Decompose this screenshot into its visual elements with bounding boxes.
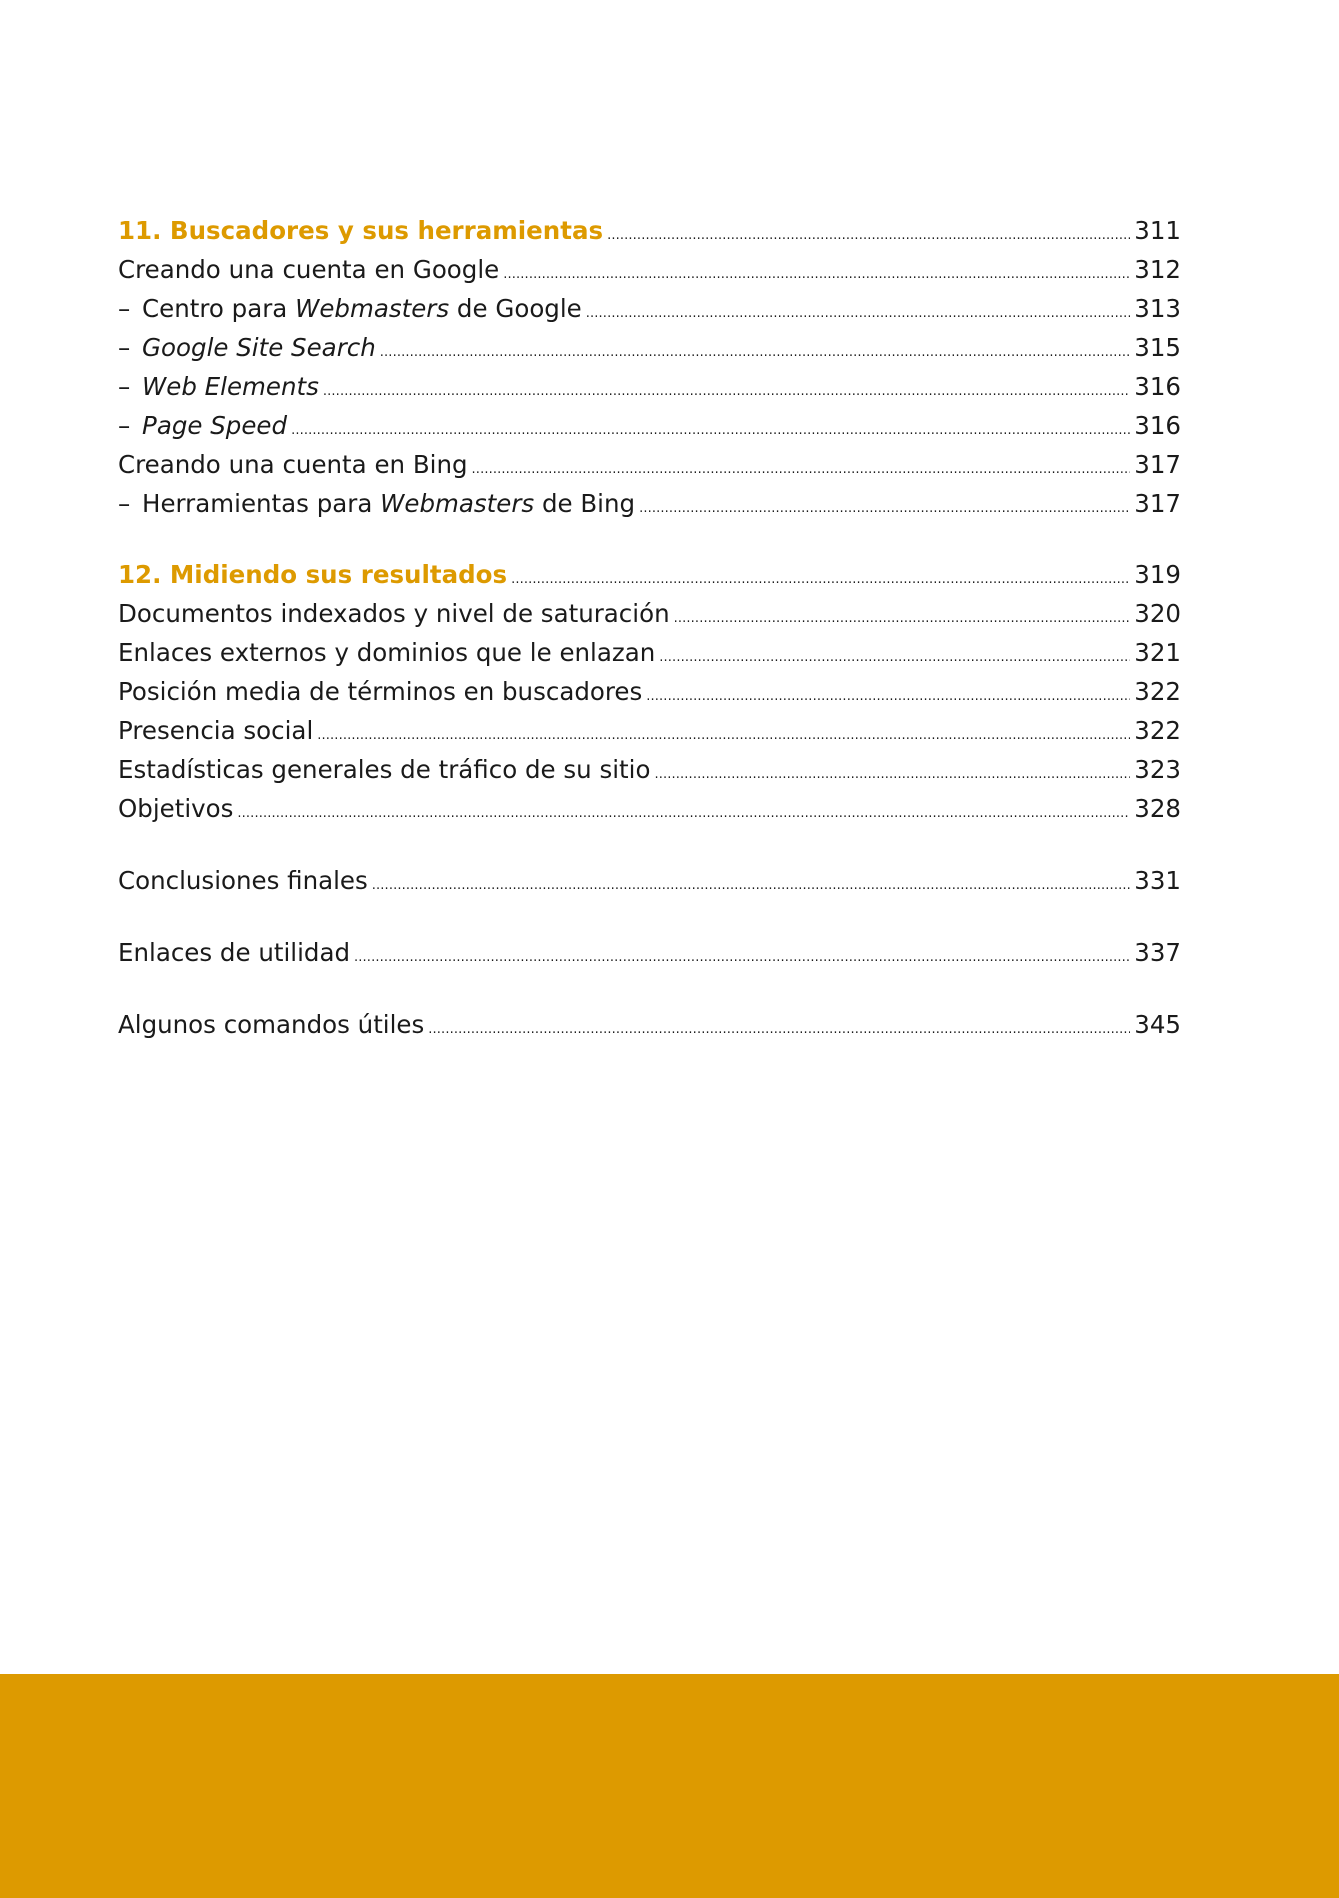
- entry-title: Objetivos: [118, 794, 234, 823]
- table-of-contents: [118, 211, 1181, 1044]
- dot-leader: [354, 938, 1130, 977]
- entry-text-pre: Herramientas para: [142, 489, 381, 518]
- entry-title: [118, 406, 287, 445]
- toc-entry-comandos[interactable]: [118, 1005, 1181, 1044]
- page-number: 311: [1134, 216, 1181, 245]
- page-number: 316: [1134, 372, 1181, 401]
- entry-title: Creando una cuenta en Google: [118, 255, 500, 284]
- toc-entry[interactable]: [118, 289, 1181, 328]
- entry-title: Conclusiones finales: [118, 866, 368, 895]
- chapter-title: 11. Buscadores y sus herramientas: [118, 216, 604, 245]
- toc-entry[interactable]: [118, 594, 1181, 633]
- toc-entry[interactable]: [118, 711, 1181, 750]
- entry-text-em: Webmasters: [380, 489, 535, 518]
- page-number: 337: [1134, 938, 1181, 967]
- toc-entry[interactable]: [118, 633, 1181, 672]
- footer-color-band: [0, 1674, 1339, 1898]
- dot-leader: [428, 1010, 1130, 1049]
- page-number: 317: [1134, 450, 1181, 479]
- entry-title: Enlaces de utilidad: [118, 938, 351, 967]
- page-number: 312: [1134, 255, 1181, 284]
- entry-title: Documentos indexados y nivel de saturación: [118, 599, 670, 628]
- dot-leader: [237, 794, 1130, 833]
- page-number: 316: [1134, 411, 1181, 440]
- entry-text-em: Webmasters: [295, 294, 450, 323]
- entry-dash: –: [118, 411, 131, 440]
- chapter-title: 12. Midiendo sus resultados: [118, 560, 508, 589]
- toc-entry[interactable]: [118, 484, 1181, 523]
- page-number: 323: [1134, 755, 1181, 784]
- dot-leader: [607, 216, 1130, 255]
- dot-leader: [646, 677, 1130, 716]
- page-number: 331: [1134, 866, 1181, 895]
- entry-text-em: Google Site Search: [142, 333, 376, 362]
- dot-leader: [654, 755, 1130, 794]
- entry-title: Algunos comandos útiles: [118, 1010, 425, 1039]
- dot-leader: [323, 372, 1130, 411]
- page-number: 317: [1134, 489, 1181, 518]
- entry-title: Posición media de términos en buscadores: [118, 677, 643, 706]
- toc-entry[interactable]: [118, 328, 1181, 367]
- entry-text-post: de Bing: [534, 489, 636, 518]
- entry-title: Presencia social: [118, 716, 314, 745]
- entry-dash: –: [118, 333, 131, 362]
- entry-text-post: de Google: [449, 294, 582, 323]
- dot-leader: [639, 489, 1130, 528]
- toc-entry[interactable]: [118, 789, 1181, 828]
- toc-entry[interactable]: [118, 406, 1181, 445]
- dot-leader: [674, 599, 1131, 638]
- entry-text-em: Web Elements: [142, 372, 319, 401]
- dot-leader: [659, 638, 1130, 677]
- toc-entry[interactable]: [118, 750, 1181, 789]
- entry-title: [118, 367, 319, 406]
- page-number: 321: [1134, 638, 1181, 667]
- toc-entry[interactable]: [118, 672, 1181, 711]
- entry-title: Enlaces externos y dominios que le enlazan: [118, 638, 656, 667]
- entry-dash: –: [118, 489, 131, 518]
- toc-entry[interactable]: [118, 250, 1181, 289]
- toc-entry-enlaces[interactable]: [118, 933, 1181, 972]
- dot-leader: [586, 294, 1130, 333]
- page-number: 319: [1134, 560, 1181, 589]
- entry-text-pre: Centro para: [142, 294, 296, 323]
- page-number: 315: [1134, 333, 1181, 362]
- toc-entry[interactable]: [118, 445, 1181, 484]
- entry-title: Estadísticas generales de tráfico de su sitio: [118, 755, 651, 784]
- entry-title: [118, 484, 635, 523]
- entry-dash: –: [118, 372, 131, 401]
- toc-chapter-11[interactable]: [118, 211, 1181, 250]
- page-number: 322: [1134, 677, 1181, 706]
- dot-leader: [372, 866, 1130, 905]
- entry-title: [118, 289, 582, 328]
- entry-title: Creando una cuenta en Bing: [118, 450, 468, 479]
- dot-leader: [503, 255, 1130, 294]
- toc-entry[interactable]: [118, 367, 1181, 406]
- page-number: 320: [1134, 599, 1181, 628]
- page-number: 313: [1134, 294, 1181, 323]
- toc-chapter-12[interactable]: [118, 555, 1181, 594]
- dot-leader: [380, 333, 1130, 372]
- toc-entry-conclusiones[interactable]: [118, 861, 1181, 900]
- page-number: 345: [1134, 1010, 1181, 1039]
- page-number: 328: [1134, 794, 1181, 823]
- page-number: 322: [1134, 716, 1181, 745]
- entry-text-em: Page Speed: [142, 411, 288, 440]
- entry-title: [118, 328, 376, 367]
- entry-dash: –: [118, 294, 131, 323]
